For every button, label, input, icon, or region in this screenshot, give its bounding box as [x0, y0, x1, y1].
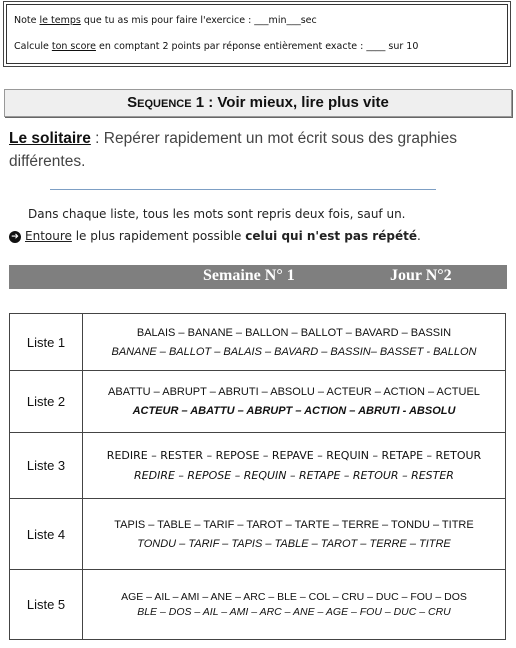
list-label: Liste 4: [10, 499, 83, 570]
exercise-name: Le solitaire: [9, 130, 91, 147]
table-row: [10, 371, 506, 433]
instruction-line-2: [9, 229, 421, 243]
score-instruction-post: en comptant 2 points par réponse entièrement exacte : ____ sur 10: [95, 41, 419, 52]
instruction-mid: le plus rapidement possible: [71, 229, 246, 243]
instruction-verb: Entoure: [25, 229, 72, 243]
table-row: [10, 570, 506, 640]
list-words-line-1: ABATTU – ABRUPT – ABRUTI – ABSOLU – ACTEUR – ACTION – ACTUEL: [108, 386, 480, 398]
list-label: Liste 1: [10, 314, 83, 371]
exercise-description: : Repérer rapidement un mot écrit sous des graphies différentes.: [9, 130, 458, 170]
sequence-banner: [4, 89, 512, 117]
score-instruction-underlined: ton score: [51, 41, 96, 52]
list-words: [83, 499, 506, 570]
list-words-line-2: BLE – DOS – AIL – AMI – ARC – ANE – AGE – FOU – DUC – CRU: [137, 606, 451, 618]
separator-line: [50, 189, 436, 190]
list-words-line-1: BALAIS – BANANE – BALLON – BALLOT – BAVARD – BASSIN: [136, 326, 452, 339]
list-label: Liste 5: [10, 570, 83, 640]
list-words: [83, 433, 506, 499]
list-words-line-1: REDIRE – RESTER – REPOSE – REPAVE – REQUIN – RETAPE – RETOUR: [106, 449, 482, 462]
table-row: [10, 433, 506, 499]
instruction-end: .: [416, 229, 421, 243]
list-label: Liste 3: [10, 433, 83, 499]
list-words-line-2: BANANE – BALLOT – BALAIS – BAVARD – BASSIN– BASSET - BALLON: [111, 345, 477, 358]
score-header-box: [6, 4, 508, 64]
week-number: Semaine N° 1: [203, 267, 295, 284]
day-number: Jour N°2: [390, 267, 452, 284]
list-words-line-2: REDIRE – REPOSE – REQUIN – RETAPE – RETOUR – RESTER: [134, 469, 454, 482]
list-label: Liste 2: [10, 371, 83, 433]
sequence-title: : Voir mieux, lire plus vite: [204, 94, 389, 111]
arrow-right-icon: ➔: [9, 231, 21, 243]
list-words-line-2: ACTEUR – ABATTU – ABRUPT – ACTION – ABRUTI - ABSOLU: [132, 405, 456, 417]
week-bar: [9, 265, 507, 289]
time-instruction-pre: Note: [14, 15, 40, 26]
word-lists-table: [9, 313, 506, 640]
list-words: [83, 371, 506, 433]
time-instruction-underlined: le temps: [39, 15, 81, 26]
table-row: [10, 499, 506, 570]
score-instruction-pre: Calcule: [14, 41, 52, 52]
table-row: [10, 314, 506, 371]
exercise-description-block: [9, 127, 507, 173]
instruction-line-1: Dans chaque liste, tous les mots sont repris deux fois, sauf un.: [28, 207, 406, 221]
time-instruction-post: que tu as mis pour faire l'exercice : ___min___sec: [80, 15, 317, 26]
list-words: [83, 314, 506, 371]
score-instruction: [14, 41, 418, 52]
instruction-bold: celui qui n'est pas répété: [245, 229, 417, 243]
list-words: [83, 570, 506, 640]
sequence-label: Sequence 1: [127, 94, 205, 111]
list-words-line-2: TONDU – TARIF – TAPIS – TABLE – TAROT – TERRE – TITRE: [137, 537, 451, 550]
time-instruction: [14, 15, 317, 26]
list-words-line-1: AGE – AIL – AMI – ANE – ARC – BLE – COL – CRU – DUC – FOU – DOS: [121, 591, 467, 603]
list-words-line-1: TAPIS – TABLE – TARIF – TAROT – TARTE – TERRE – TONDU – TITRE: [114, 518, 474, 531]
